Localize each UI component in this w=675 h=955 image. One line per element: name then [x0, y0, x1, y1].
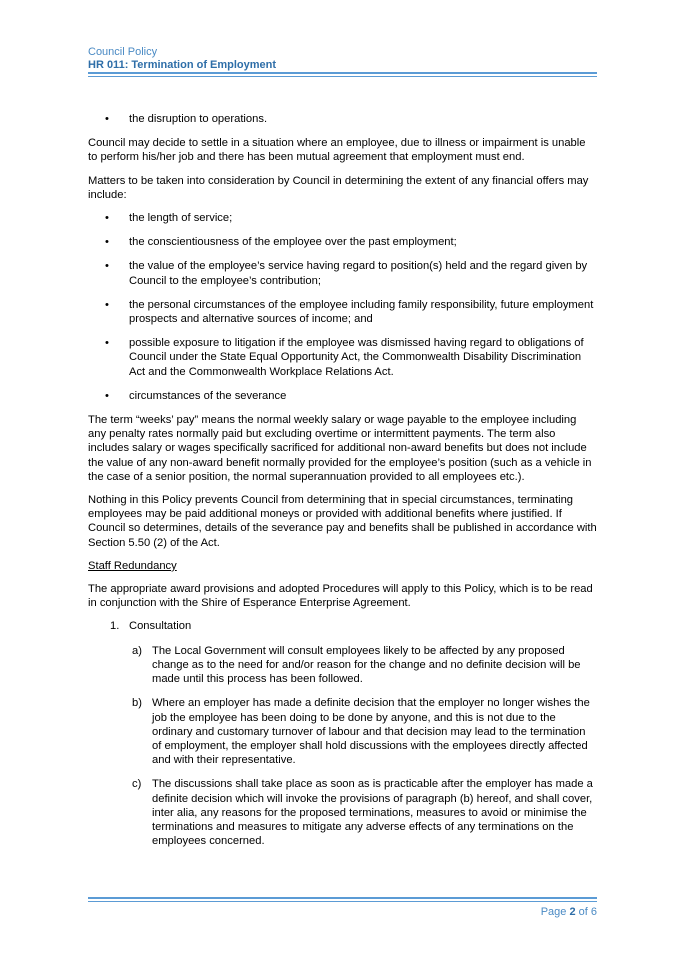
- bullet-text: possible exposure to litigation if the employee was dismissed having regard to obligations of Council under the State Equal Opportunity Act, the Commonwealth Disability Discrimination Act and the Commonwealth Workplace Relations Act.: [129, 337, 584, 378]
- bullet-text: the disruption to operations.: [129, 113, 268, 125]
- page-number: [541, 906, 597, 918]
- paragraph: Matters to be taken into consideration by Council in determining the extent of any financial offers may include:: [88, 174, 589, 201]
- bullet-icon: •: [105, 298, 109, 311]
- bullet-icon: •: [105, 212, 109, 225]
- document-body: [88, 112, 597, 858]
- page-suffix: of 6: [575, 906, 597, 918]
- sub-item: [88, 777, 597, 848]
- sub-marker: b): [132, 697, 142, 710]
- sub-item: [88, 644, 597, 687]
- footer-rule-thin: [88, 901, 597, 902]
- bullet-text: circumstances of the severance: [129, 389, 287, 402]
- bullet-text: the personal circumstances of the employee including family responsibility, future employment prospects and alternative sources of income; and: [129, 298, 594, 326]
- document-header: [88, 46, 276, 72]
- bullet-icon: •: [105, 337, 109, 350]
- list-item: [88, 389, 597, 403]
- paragraph: The appropriate award provisions and adopted Procedures will apply to this Policy, which is to be read in conjunction with the Shire of Esperance Enterprise Agreement.: [88, 583, 593, 610]
- page-current: 2: [569, 906, 576, 918]
- bullet-text: the value of the employee’s service having regard to position(s) held and the regard given by Council to the employee’s contribution;: [129, 260, 588, 287]
- sub-text: The discussions shall take place as soon as is practicable after the employer has made a definite decision which will invoke the provisions of paragraph (b) hereof, and shall cover, inter alia, any reasons for the proposed terminations, measures to avoid or minimise the terminations and measures to mitigate any adverse effects of any terminations on the employees concerned.: [152, 778, 593, 848]
- numbered-text: Consultation: [129, 620, 192, 633]
- header-rule-thick: [88, 72, 597, 74]
- bullet-icon: •: [105, 113, 109, 125]
- list-item: [88, 336, 597, 379]
- header-rule-thin: [88, 76, 597, 77]
- sub-text: Where an employer has made a definite decision that the employer no longer wishes the job the employee has been doing to be done by anyone, and this is not due to the ordinary and customary turnover of labour and that decision may lead to the termination of employment, the employer shall hold discussions with the employees directly affected and with their representative.: [152, 697, 590, 767]
- page-prefix: Page: [540, 906, 570, 918]
- sub-text: The Local Government will consult employees likely to be affected by any proposed change as to the need for and/or reason for the change and no definite decision will be made until this process has been followed.: [152, 644, 581, 686]
- bullet-icon: •: [105, 236, 109, 249]
- header-category: Council Policy: [88, 46, 158, 58]
- list-item: [88, 211, 597, 225]
- bullet-text: the conscientiousness of the employee over the past employment;: [129, 236, 457, 249]
- header-title: HR 011: Termination of Employment: [88, 59, 277, 71]
- bullet-text: the length of service;: [129, 212, 233, 225]
- bullet-icon: •: [105, 260, 109, 273]
- sub-marker: a): [132, 644, 142, 657]
- sub-item: [88, 696, 597, 767]
- paragraph: Nothing in this Policy prevents Council from determining that in special circumstances, terminating employees may be paid additional moneys or provided with additional benefits where justified. If Council so determines, details of the severance pay and benefits shall be published in accordance with Section 5.50 (2) of the Act.: [88, 494, 597, 549]
- sub-marker: c): [132, 778, 142, 791]
- numbered-item: [88, 619, 597, 633]
- number-marker: 1.: [110, 620, 120, 633]
- section-heading: Staff Redundancy: [88, 559, 177, 572]
- paragraph: The term “weeks’ pay” means the normal weekly salary or wage payable to the employee including any penalty rates normally paid but excluding overtime or intermittent payments. The term also includes salary or wages specifically sacrificed for additional non-award benefits but does not include the value of any non-award benefit normally provided for the employee’s position (such as a vehicle in the case of a senior position, the normal superannuation provided to all employees etc.).: [88, 414, 592, 483]
- list-item: [88, 112, 597, 126]
- list-item: [88, 298, 597, 326]
- footer-rule-thick: [88, 897, 597, 899]
- list-item: [88, 259, 597, 287]
- bullet-icon: •: [105, 389, 109, 402]
- list-item: [88, 235, 597, 249]
- paragraph: Council may decide to settle in a situation where an employee, due to illness or impairment is unable to perform his/her job and there has been mutual agreement that employment must end.: [88, 137, 586, 164]
